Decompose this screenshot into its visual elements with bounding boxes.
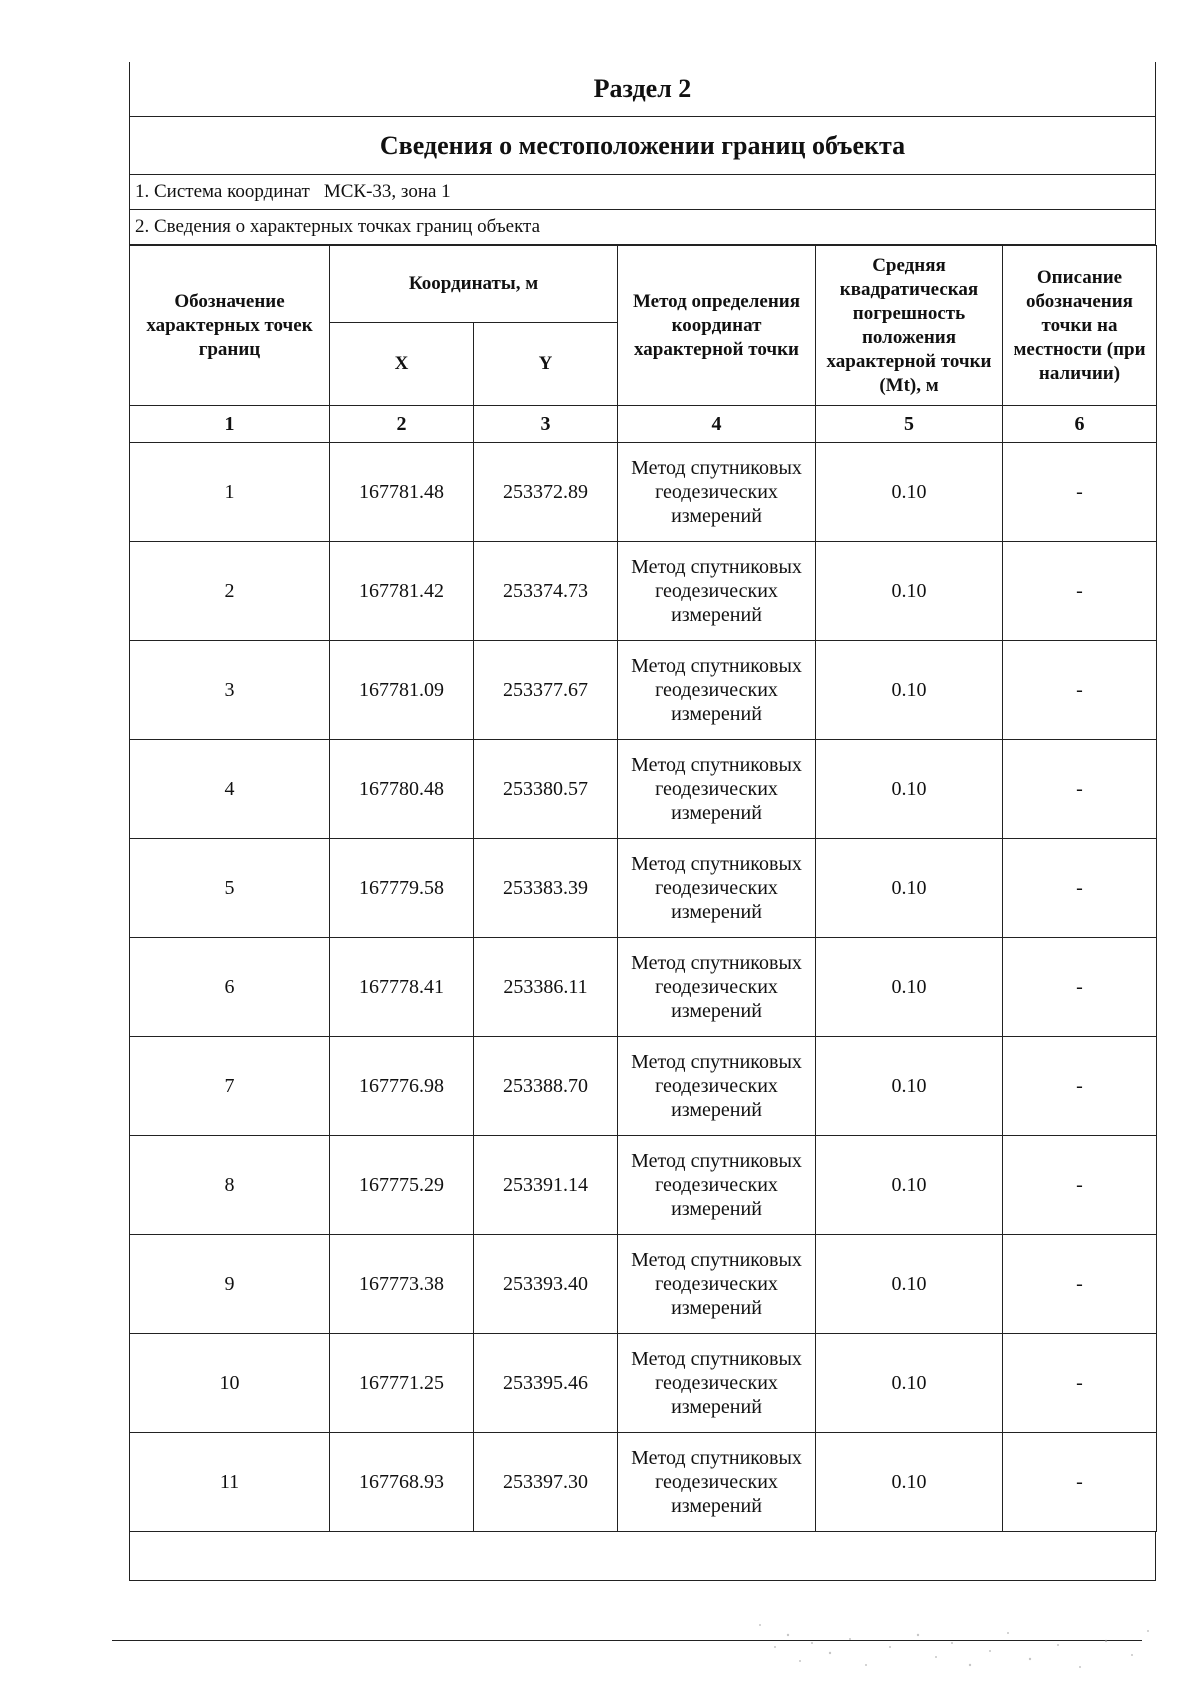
column-header-error: Средняя квадратическая погрешность положения характерной точки (Mt), м [816,246,1003,406]
table-row [130,1334,1157,1433]
column-header-description: Описание обозначения точки на местности (при наличии) [1003,246,1157,406]
point-number: 2 [130,542,330,641]
table-row [130,1136,1157,1235]
column-number: 3 [474,406,618,443]
point-description: - [1003,938,1157,1037]
point-description: - [1003,839,1157,938]
point-description: - [1003,740,1157,839]
points-section-header: 2. Сведения о характерных точках границ объекта [129,210,1156,245]
error-mt: 0.10 [816,1235,1003,1334]
table-row [130,1037,1157,1136]
coord-y: 253372.89 [474,443,618,542]
coord-y: 253377.67 [474,641,618,740]
error-mt: 0.10 [816,740,1003,839]
point-number: 8 [130,1136,330,1235]
coord-y: 253383.39 [474,839,618,938]
method-cell: Метод спутниковых геодезических измерений [618,443,816,542]
method-cell: Метод спутниковых геодезических измерений [618,1334,816,1433]
column-header-y: Y [474,323,618,406]
method-cell: Метод спутниковых геодезических измерений [618,542,816,641]
point-description: - [1003,1136,1157,1235]
column-header-x: X [330,323,474,406]
point-description: - [1003,641,1157,740]
point-description: - [1003,1037,1157,1136]
error-mt: 0.10 [816,1433,1003,1532]
method-cell: Метод спутниковых геодезических измерений [618,641,816,740]
column-header-method: Метод определения координат характерной точки [618,246,816,406]
coord-y: 253391.14 [474,1136,618,1235]
coord-x: 167771.25 [330,1334,474,1433]
table-row [130,1433,1157,1532]
method-cell: Метод спутниковых геодезических измерений [618,1235,816,1334]
table-row [130,740,1157,839]
point-number: 1 [130,443,330,542]
method-cell: Метод спутниковых геодезических измерений [618,839,816,938]
coord-x: 167779.58 [330,839,474,938]
method-cell: Метод спутниковых геодезических измерений [618,1037,816,1136]
error-mt: 0.10 [816,1334,1003,1433]
error-mt: 0.10 [816,839,1003,938]
coord-system-value: МСК-33, зона 1 [323,181,451,202]
document-title: Сведения о местоположении границ объекта [129,117,1156,175]
coord-x: 167781.09 [330,641,474,740]
method-cell: Метод спутниковых геодезических измерений [618,938,816,1037]
point-number: 3 [130,641,330,740]
coord-y: 253380.57 [474,740,618,839]
point-description: - [1003,1433,1157,1532]
points-table [129,245,1157,1532]
point-number: 6 [130,938,330,1037]
coord-x: 167775.29 [330,1136,474,1235]
table-row [130,938,1157,1037]
column-number: 4 [618,406,816,443]
point-description: - [1003,1235,1157,1334]
error-mt: 0.10 [816,1136,1003,1235]
error-mt: 0.10 [816,443,1003,542]
table-footer-empty-row [129,1532,1156,1581]
point-number: 7 [130,1037,330,1136]
column-header-coords: Координаты, м [330,246,618,323]
column-number-row [130,406,1157,443]
coord-y: 253393.40 [474,1235,618,1334]
table-row [130,641,1157,740]
coord-y: 253374.73 [474,542,618,641]
coord-x: 167780.48 [330,740,474,839]
point-number: 4 [130,740,330,839]
coord-x: 167781.48 [330,443,474,542]
coord-y: 253397.30 [474,1433,618,1532]
scan-noise-decoration [740,1595,1160,1685]
column-number: 5 [816,406,1003,443]
point-description: - [1003,1334,1157,1433]
table-row [130,839,1157,938]
point-description: - [1003,542,1157,641]
point-number: 9 [130,1235,330,1334]
column-number: 2 [330,406,474,443]
column-header-designation: Обозначение характерных точек границ [130,246,330,406]
coord-x: 167776.98 [330,1037,474,1136]
coord-x: 167773.38 [330,1235,474,1334]
table-row [130,1235,1157,1334]
coord-system-label: 1. Система координат [135,181,310,202]
error-mt: 0.10 [816,938,1003,1037]
coord-x: 167778.41 [330,938,474,1037]
method-cell: Метод спутниковых геодезических измерений [618,1433,816,1532]
method-cell: Метод спутниковых геодезических измерений [618,1136,816,1235]
coord-y: 253386.11 [474,938,618,1037]
section-title: Раздел 2 [129,62,1156,117]
error-mt: 0.10 [816,1037,1003,1136]
point-number: 10 [130,1334,330,1433]
coord-y: 253395.46 [474,1334,618,1433]
point-description: - [1003,443,1157,542]
coord-y: 253388.70 [474,1037,618,1136]
point-number: 5 [130,839,330,938]
point-number: 11 [130,1433,330,1532]
document-sheet [129,62,1156,1581]
coord-x: 167768.93 [330,1433,474,1532]
error-mt: 0.10 [816,542,1003,641]
table-row [130,542,1157,641]
table-row [130,443,1157,542]
method-cell: Метод спутниковых геодезических измерений [618,740,816,839]
coord-x: 167781.42 [330,542,474,641]
coord-system-row [129,175,1156,210]
column-number: 6 [1003,406,1157,443]
column-number: 1 [130,406,330,443]
error-mt: 0.10 [816,641,1003,740]
